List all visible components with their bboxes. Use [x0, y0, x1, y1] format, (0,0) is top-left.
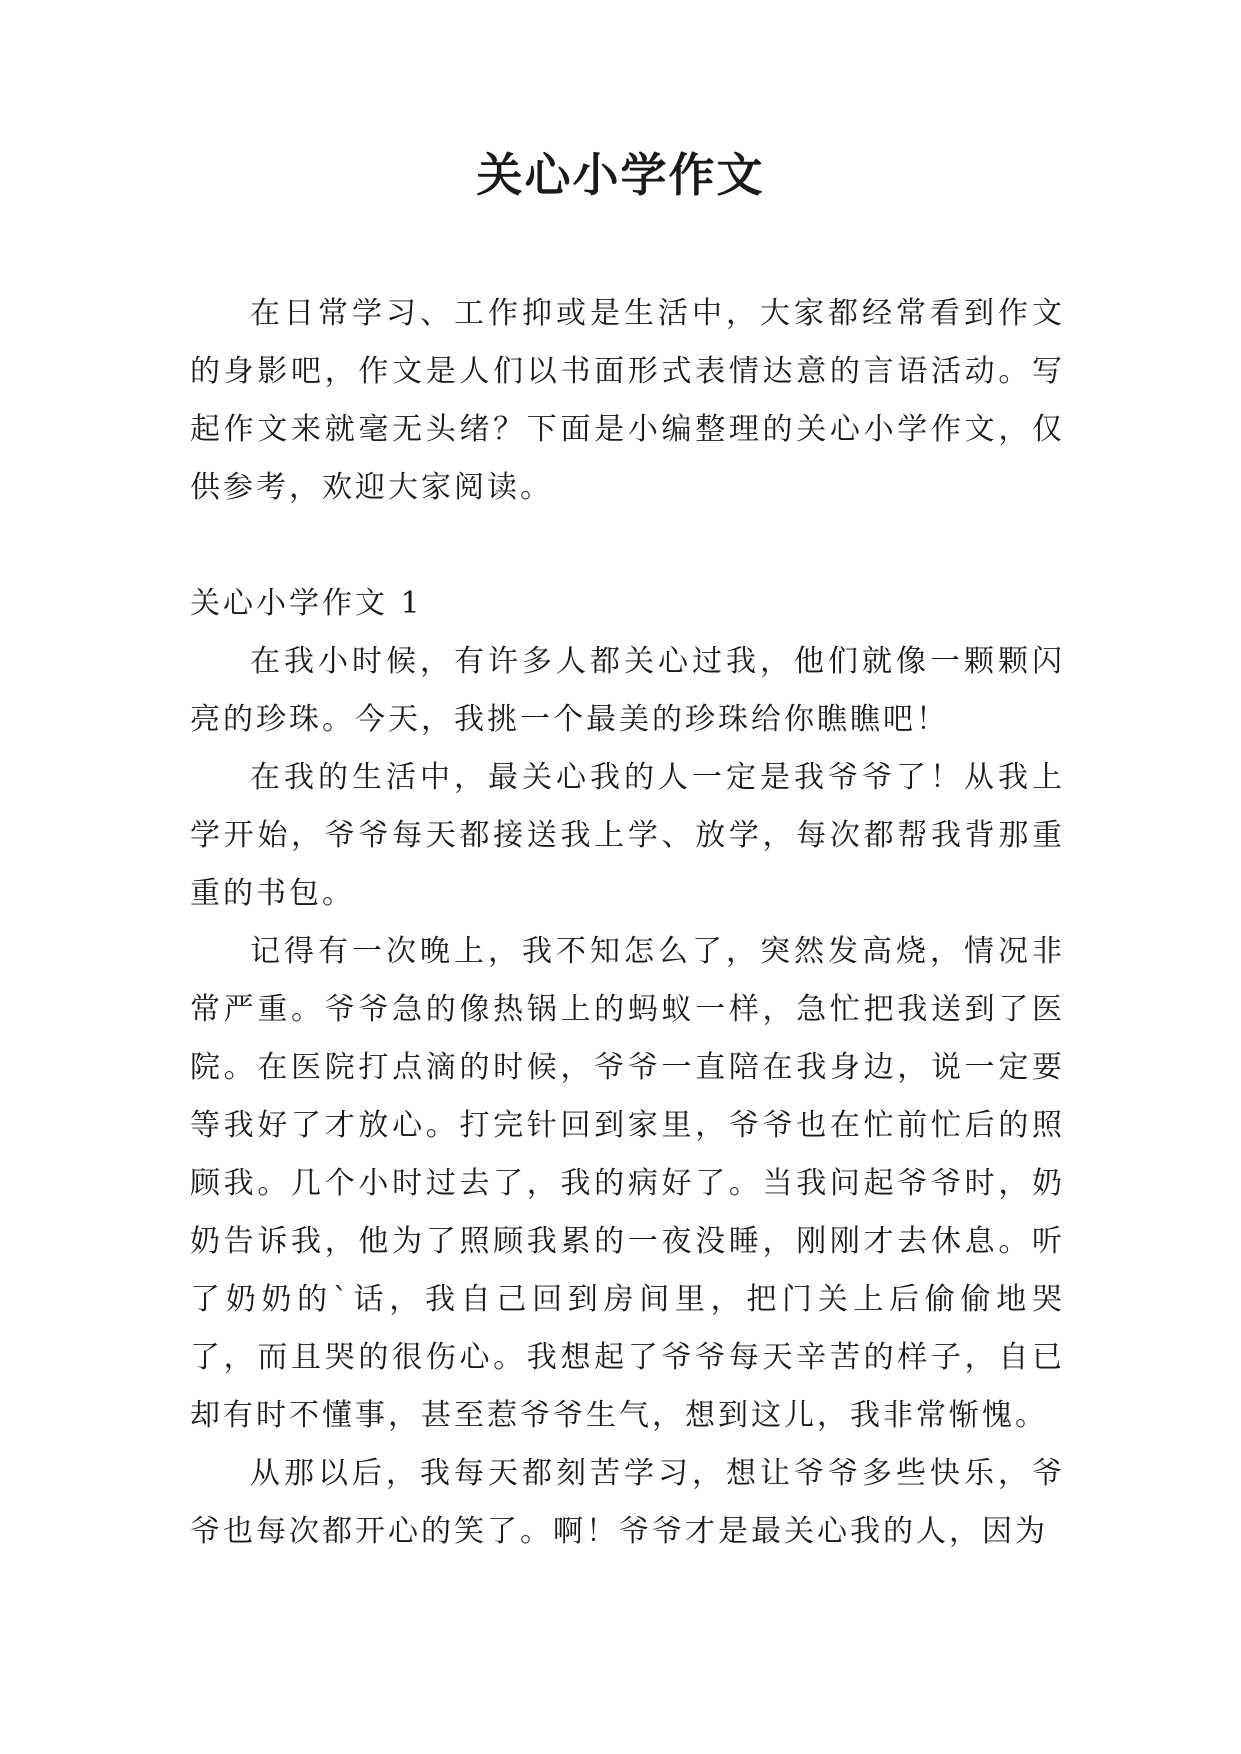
document-title: 关心小学作文: [476, 148, 765, 202]
intro-paragraph: 在日常学习、工作抑或是生活中，大家都经常看到作文的身影吧，作文是人们以书面形式表情达意的言语活动。写起作文来就毫无头绪？下面是小编整理的关心小学作文，仅供参考，欢迎大家阅读。: [190, 296, 1065, 505]
body-paragraph-2: 在我的生活中，最关心我的人一定是我爷爷了！从我上学开始，爷爷每天都接送我上学、放学，每次都帮我背那重重的书包。: [190, 760, 1065, 911]
document-body: [190, 285, 1065, 1561]
section-heading: 关心小学作文 1: [190, 586, 423, 621]
body-paragraph-4: 从那以后，我每天都刻苦学习，想让爷爷多些快乐，爷爷也每次都开心的笑了。啊！爷爷才是最关心我的人，因为: [190, 1456, 1065, 1549]
body-paragraph-1: 在我小时候，有许多人都关心过我，他们就像一颗颗闪亮的珍珠。今天，我挑一个最美的珍珠给你瞧瞧吧！: [190, 644, 1065, 737]
body-paragraph-3: 记得有一次晚上，我不知怎么了，突然发高烧，情况非常严重。爷爷急的像热锅上的蚂蚁一样，急忙把我送到了医院。在医院打点滴的时候，爷爷一直陪在我身边，说一定要等我好了才放心。打完针回到家里，爷爷也在忙前忙后的照顾我。几个小时过去了，我的病好了。当我问起爷爷时，奶奶告诉我，他为了照顾我累的一夜没睡，刚刚才去休息。听了奶奶的`话，我自己回到房间里，把门关上后偷偷地哭了，而且哭的很伤心。我想起了爷爷每天辛苦的样子，自已却有时不懂事，甚至惹爷爷生气，想到这儿，我非常惭愧。: [190, 934, 1065, 1433]
